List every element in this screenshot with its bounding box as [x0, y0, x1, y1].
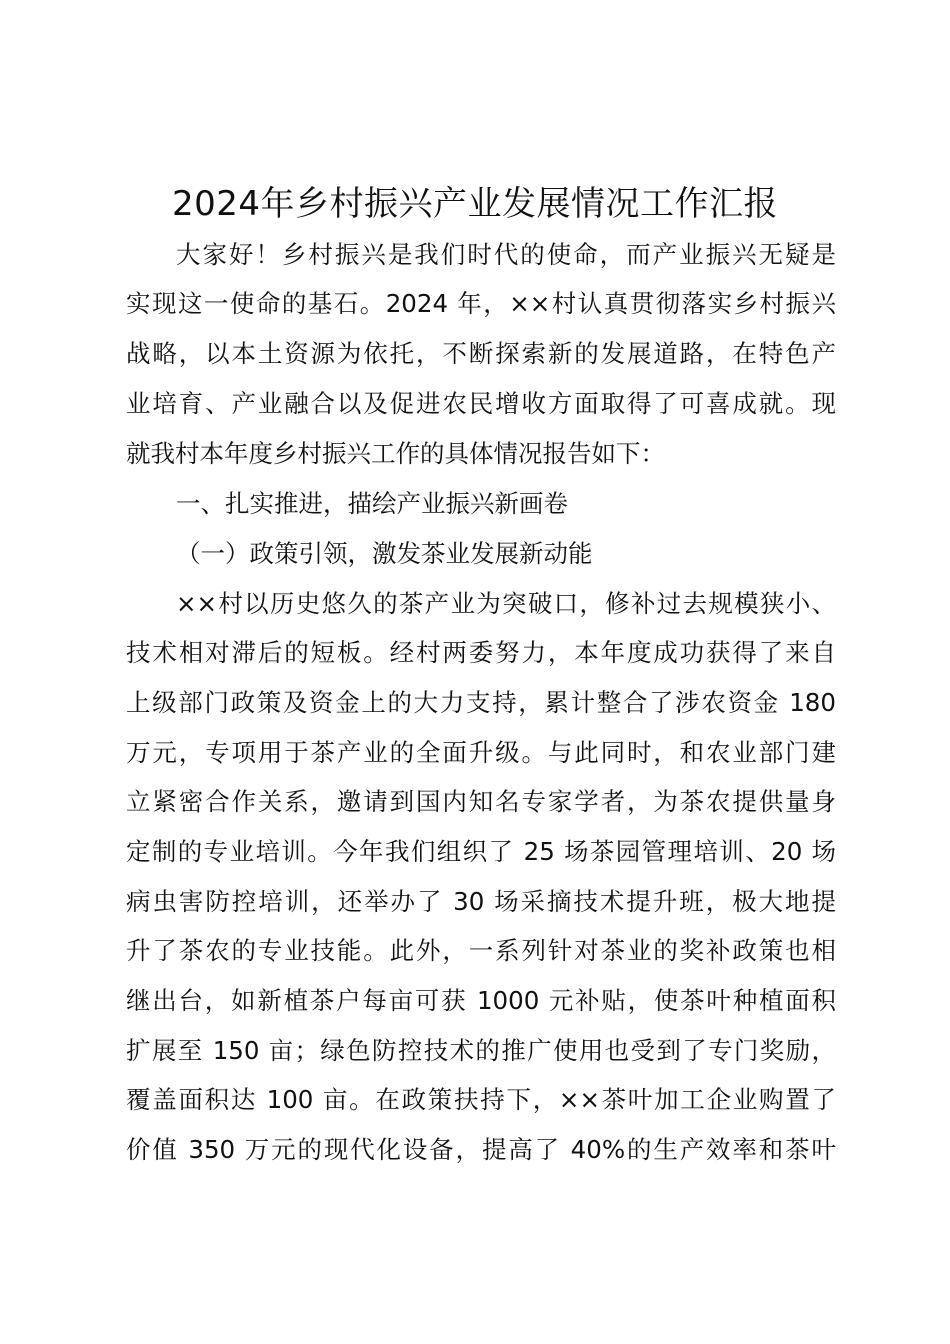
- subsection-heading: （一）政策引领，激发茶业发展新动能: [176, 539, 593, 568]
- paragraph-line: 定制的专业培训。今年我们组织了 25 场茶园管理培训、20 场: [126, 837, 836, 866]
- paragraph-line: 价值 350 万元的现代化设备，提高了 40%的生产效率和茶叶: [126, 1135, 836, 1164]
- paragraph-line: 覆盖面积达 100 亩。在政策扶持下，××茶叶加工企业购置了: [126, 1085, 836, 1114]
- paragraph-line: 实现这一使命的基石。2024 年，××村认真贯彻落实乡村振兴: [126, 289, 836, 318]
- paragraph-line: 大家好！乡村振兴是我们时代的使命，而产业振兴无疑是: [176, 240, 836, 269]
- paragraph-line: 业培育、产业融合以及促进农民增收方面取得了可喜成就。现: [126, 389, 836, 418]
- paragraph-line: 技术相对滞后的短板。经村两委努力，本年度成功获得了来自: [126, 638, 836, 667]
- document-title: 2024年乡村振兴产业发展情况工作汇报: [171, 184, 779, 224]
- section-heading: 一、扎实推进，描绘产业振兴新画卷: [176, 489, 568, 518]
- paragraph-line: 战略，以本土资源为依托，不断探索新的发展道路，在特色产: [126, 339, 836, 368]
- paragraph-line: 立紧密合作关系，邀请到国内知名专家学者，为茶农提供量身: [126, 787, 836, 816]
- paragraph-line: 病虫害防控培训，还举办了 30 场采摘技术提升班，极大地提: [126, 887, 836, 916]
- paragraph-line: 升了茶农的专业技能。此外，一系列针对茶业的奖补政策也相: [126, 936, 836, 965]
- paragraph-line: ××村以历史悠久的茶产业为突破口，修补过去规模狭小、: [176, 589, 836, 618]
- paragraph-line: 上级部门政策及资金上的大力支持，累计整合了涉农资金 180: [126, 688, 836, 717]
- paragraph-line: 扩展至 150 亩；绿色防控技术的推广使用也受到了专门奖励，: [126, 1036, 836, 1065]
- paragraph-line: 继出台，如新植茶户每亩可获 1000 元补贴，使茶叶种植面积: [126, 986, 836, 1015]
- paragraph-line: 万元，专项用于茶产业的全面升级。与此同时，和农业部门建: [126, 738, 836, 767]
- paragraph-line: 就我村本年度乡村振兴工作的具体情况报告如下：: [126, 439, 665, 468]
